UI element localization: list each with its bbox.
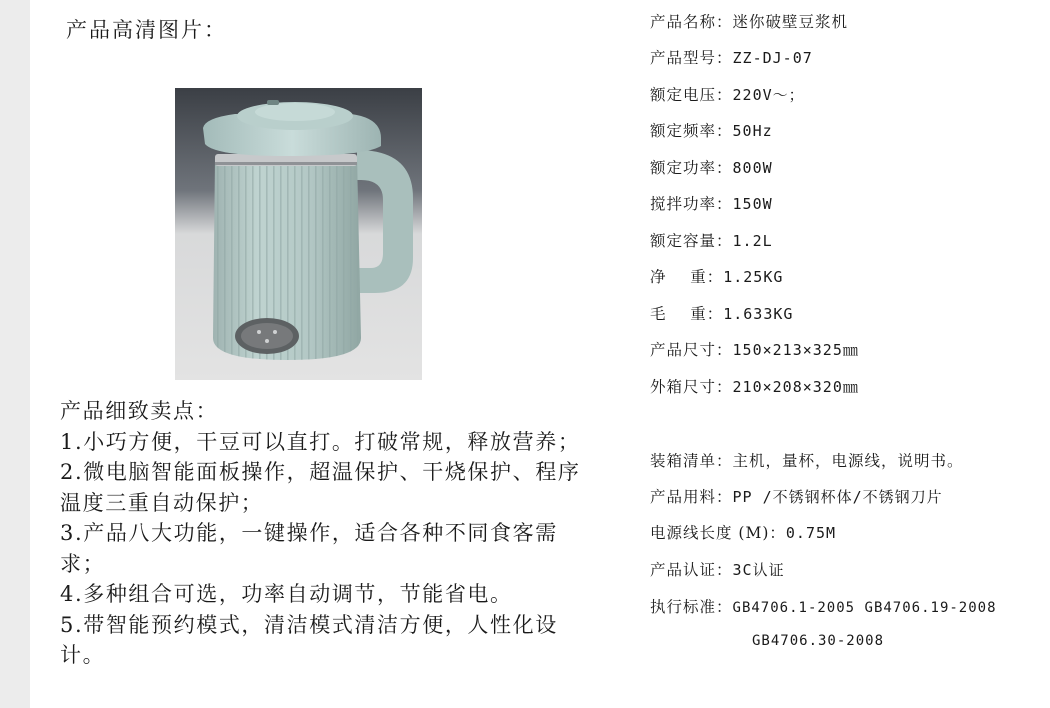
spec-row-net-weight: 净 重：1.25KG bbox=[650, 268, 784, 286]
spec-row-standard-continued: GB4706.30-2008 bbox=[752, 633, 885, 649]
selling-point-5: 5.带智能预约模式，清洁模式清洁方便，人性化设计。 bbox=[60, 612, 558, 667]
photo-section-title: 产品高清图片： bbox=[66, 18, 227, 42]
spec-row-model: 产品型号：ZZ-DJ-07 bbox=[650, 49, 813, 67]
spec-row-carton-size: 外箱尺寸：210×208×320㎜ bbox=[650, 378, 859, 396]
selling-point-4: 4.多种组合可选，功率自动调节，节能省电。 bbox=[60, 582, 513, 606]
product-photo bbox=[175, 88, 422, 380]
spec-row-capacity: 额定容量：1.2L bbox=[650, 232, 773, 250]
selling-point-1: 1.小巧方便，干豆可以直打。打破常规，释放营养； bbox=[60, 429, 581, 454]
selling-points bbox=[60, 396, 600, 671]
spec-row-certification: 产品认证：3C认证 bbox=[650, 561, 785, 579]
selling-point-3: 3.产品八大功能，一键操作，适合各种不同食客需求； bbox=[60, 521, 558, 576]
selling-point-2: 2.微电脑智能面板操作，超温保护、干烧保护、程序温度三重自动保护； bbox=[60, 460, 581, 515]
spec-row-cord-length: 电源线长度 (M)：0.75M bbox=[650, 524, 837, 542]
spec-row-material: 产品用料：PP /不锈钢杯体/不锈钢刀片 bbox=[650, 488, 943, 506]
spec-row-standard: 执行标准：GB4706.1-2005 GB4706.19-2008 bbox=[650, 598, 997, 616]
spec-row-gross-weight: 毛 重：1.633KG bbox=[650, 305, 794, 323]
spec-row-name: 产品名称：迷你破壁豆浆机 bbox=[650, 13, 849, 31]
spec-row-packing-list: 装箱清单：主机，量杯，电源线，说明书。 bbox=[650, 452, 964, 470]
spec-row-power: 额定功率：800W bbox=[650, 159, 773, 177]
spec-row-blend-power: 搅拌功率：150W bbox=[650, 195, 773, 213]
spec-row-product-size: 产品尺寸：150×213×325㎜ bbox=[650, 341, 859, 359]
spec-row-frequency: 额定频率：50Hz bbox=[650, 122, 773, 140]
spec-row-voltage: 额定电压：220V～； bbox=[650, 86, 805, 104]
selling-points-title: 产品细致卖点： bbox=[60, 399, 219, 423]
